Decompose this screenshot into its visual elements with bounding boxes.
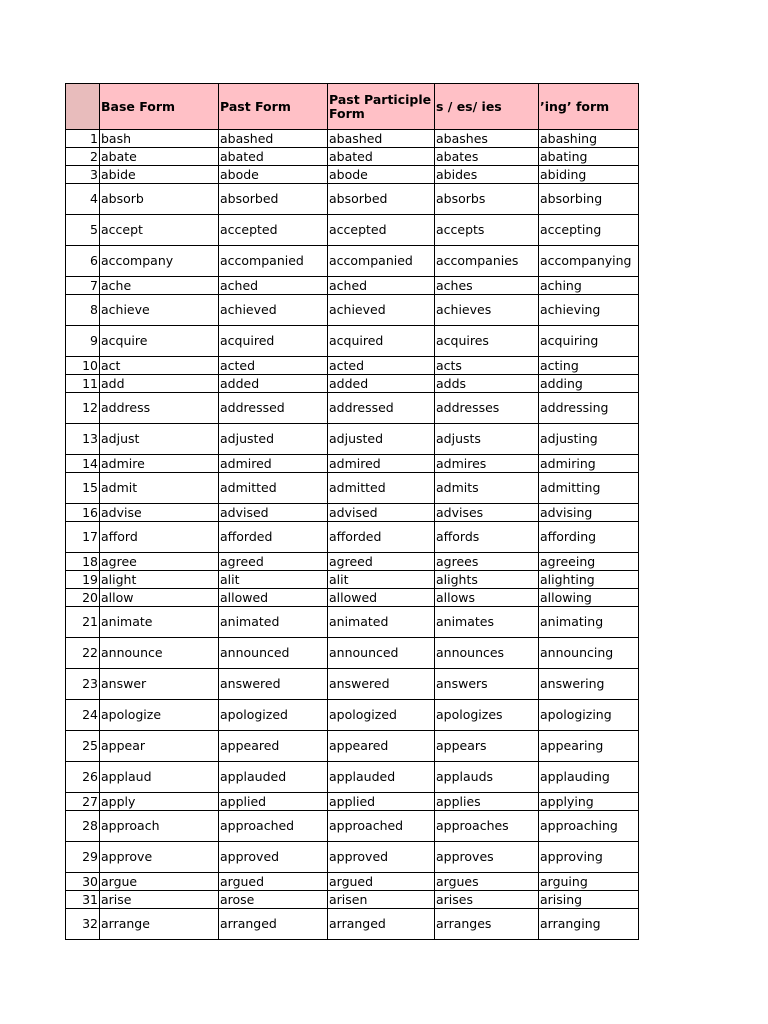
base-form-cell: alight [100, 571, 219, 589]
past-form-cell: added [219, 375, 328, 393]
past-participle-form-cell: applied [328, 793, 435, 811]
s-es-ies-form-cell: argues [435, 873, 539, 891]
base-form-cell: applaud [100, 762, 219, 793]
ing-form-cell: answering [539, 669, 639, 700]
past-form-cell: ached [219, 277, 328, 295]
row-number-cell: 11 [66, 375, 100, 393]
base-form-cell: achieve [100, 295, 219, 326]
base-form-cell: accompany [100, 246, 219, 277]
s-es-ies-form-cell: arises [435, 891, 539, 909]
past-participle-form-cell: adjusted [328, 424, 435, 455]
ing-form-cell: announcing [539, 638, 639, 669]
table-row [66, 842, 639, 873]
row-number-cell: 14 [66, 455, 100, 473]
row-number-cell: 1 [66, 130, 100, 148]
ing-form-cell: abating [539, 148, 639, 166]
base-form-cell: ache [100, 277, 219, 295]
row-number-cell: 21 [66, 607, 100, 638]
ing-form-cell: addressing [539, 393, 639, 424]
ing-form-cell: approving [539, 842, 639, 873]
s-es-ies-form-cell: agrees [435, 553, 539, 571]
table-row [66, 424, 639, 455]
row-number-cell: 27 [66, 793, 100, 811]
past-participle-form-cell: applauded [328, 762, 435, 793]
ing-form-cell: abashing [539, 130, 639, 148]
base-form-cell: adjust [100, 424, 219, 455]
table-row [66, 669, 639, 700]
ing-form-cell: advising [539, 504, 639, 522]
s-es-ies-form-cell: absorbs [435, 184, 539, 215]
past-participle-form-cell: accompanied [328, 246, 435, 277]
past-form-cell: apologized [219, 700, 328, 731]
past-form-cell: afforded [219, 522, 328, 553]
table-row [66, 762, 639, 793]
ing-form-cell: acting [539, 357, 639, 375]
row-number-cell: 10 [66, 357, 100, 375]
past-participle-form-cell: abated [328, 148, 435, 166]
past-form-cell: allowed [219, 589, 328, 607]
ing-form-cell: animating [539, 607, 639, 638]
base-form-cell: approach [100, 811, 219, 842]
ing-form-cell: alighting [539, 571, 639, 589]
header-ing-form: ’ing’ form [539, 84, 639, 130]
past-form-cell: admitted [219, 473, 328, 504]
table-row [66, 589, 639, 607]
past-form-cell: accepted [219, 215, 328, 246]
table-row [66, 700, 639, 731]
ing-form-cell: accompanying [539, 246, 639, 277]
past-form-cell: achieved [219, 295, 328, 326]
table-row [66, 215, 639, 246]
table-row [66, 607, 639, 638]
s-es-ies-form-cell: announces [435, 638, 539, 669]
past-form-cell: absorbed [219, 184, 328, 215]
row-number-cell: 18 [66, 553, 100, 571]
past-form-cell: advised [219, 504, 328, 522]
row-number-cell: 20 [66, 589, 100, 607]
base-form-cell: abate [100, 148, 219, 166]
s-es-ies-form-cell: adjusts [435, 424, 539, 455]
table-row [66, 455, 639, 473]
ing-form-cell: appearing [539, 731, 639, 762]
base-form-cell: animate [100, 607, 219, 638]
s-es-ies-form-cell: admits [435, 473, 539, 504]
s-es-ies-form-cell: approves [435, 842, 539, 873]
ing-form-cell: adding [539, 375, 639, 393]
s-es-ies-form-cell: acts [435, 357, 539, 375]
s-es-ies-form-cell: achieves [435, 295, 539, 326]
base-form-cell: act [100, 357, 219, 375]
s-es-ies-form-cell: applauds [435, 762, 539, 793]
past-participle-form-cell: appeared [328, 731, 435, 762]
base-form-cell: allow [100, 589, 219, 607]
s-es-ies-form-cell: allows [435, 589, 539, 607]
past-participle-form-cell: arisen [328, 891, 435, 909]
row-number-cell: 23 [66, 669, 100, 700]
past-participle-form-cell: admired [328, 455, 435, 473]
base-form-cell: appear [100, 731, 219, 762]
past-participle-form-cell: accepted [328, 215, 435, 246]
s-es-ies-form-cell: addresses [435, 393, 539, 424]
table-row [66, 166, 639, 184]
table-row [66, 873, 639, 891]
s-es-ies-form-cell: adds [435, 375, 539, 393]
base-form-cell: admit [100, 473, 219, 504]
row-number-cell: 13 [66, 424, 100, 455]
base-form-cell: announce [100, 638, 219, 669]
base-form-cell: answer [100, 669, 219, 700]
base-form-cell: agree [100, 553, 219, 571]
base-form-cell: arrange [100, 909, 219, 940]
past-participle-form-cell: animated [328, 607, 435, 638]
base-form-cell: apologize [100, 700, 219, 731]
past-form-cell: abashed [219, 130, 328, 148]
ing-form-cell: arranging [539, 909, 639, 940]
table-row [66, 504, 639, 522]
past-participle-form-cell: apologized [328, 700, 435, 731]
s-es-ies-form-cell: alights [435, 571, 539, 589]
ing-form-cell: allowing [539, 589, 639, 607]
s-es-ies-form-cell: abates [435, 148, 539, 166]
past-participle-form-cell: alit [328, 571, 435, 589]
past-form-cell: abated [219, 148, 328, 166]
ing-form-cell: admiring [539, 455, 639, 473]
past-form-cell: applied [219, 793, 328, 811]
past-form-cell: adjusted [219, 424, 328, 455]
past-form-cell: answered [219, 669, 328, 700]
row-number-cell: 15 [66, 473, 100, 504]
base-form-cell: advise [100, 504, 219, 522]
s-es-ies-form-cell: affords [435, 522, 539, 553]
table-row [66, 553, 639, 571]
ing-form-cell: acquiring [539, 326, 639, 357]
ing-form-cell: achieving [539, 295, 639, 326]
s-es-ies-form-cell: animates [435, 607, 539, 638]
past-participle-form-cell: approved [328, 842, 435, 873]
base-form-cell: add [100, 375, 219, 393]
past-form-cell: alit [219, 571, 328, 589]
past-participle-form-cell: ached [328, 277, 435, 295]
table-row [66, 277, 639, 295]
past-participle-form-cell: approached [328, 811, 435, 842]
row-number-cell: 5 [66, 215, 100, 246]
header-past-participle-form: Past Participle Form [328, 84, 435, 130]
past-participle-form-cell: afforded [328, 522, 435, 553]
past-form-cell: arose [219, 891, 328, 909]
ing-form-cell: aching [539, 277, 639, 295]
s-es-ies-form-cell: abides [435, 166, 539, 184]
row-number-cell: 30 [66, 873, 100, 891]
past-participle-form-cell: abashed [328, 130, 435, 148]
s-es-ies-form-cell: applies [435, 793, 539, 811]
table-row [66, 473, 639, 504]
header-s-es-ies: s / es/ ies [435, 84, 539, 130]
row-number-cell: 7 [66, 277, 100, 295]
past-participle-form-cell: agreed [328, 553, 435, 571]
past-participle-form-cell: addressed [328, 393, 435, 424]
s-es-ies-form-cell: admires [435, 455, 539, 473]
table-row [66, 130, 639, 148]
past-form-cell: arranged [219, 909, 328, 940]
verb-forms-table [65, 83, 639, 940]
row-number-cell: 12 [66, 393, 100, 424]
table-row [66, 184, 639, 215]
past-participle-form-cell: acted [328, 357, 435, 375]
table-row [66, 393, 639, 424]
ing-form-cell: applauding [539, 762, 639, 793]
table-row [66, 326, 639, 357]
ing-form-cell: admitting [539, 473, 639, 504]
ing-form-cell: accepting [539, 215, 639, 246]
row-number-cell: 24 [66, 700, 100, 731]
past-form-cell: agreed [219, 553, 328, 571]
table-row [66, 638, 639, 669]
row-number-cell: 22 [66, 638, 100, 669]
ing-form-cell: arguing [539, 873, 639, 891]
s-es-ies-form-cell: approaches [435, 811, 539, 842]
past-form-cell: approved [219, 842, 328, 873]
past-form-cell: addressed [219, 393, 328, 424]
past-form-cell: approached [219, 811, 328, 842]
base-form-cell: absorb [100, 184, 219, 215]
s-es-ies-form-cell: arranges [435, 909, 539, 940]
ing-form-cell: applying [539, 793, 639, 811]
row-number-cell: 31 [66, 891, 100, 909]
table-row [66, 811, 639, 842]
past-form-cell: acted [219, 357, 328, 375]
s-es-ies-form-cell: accepts [435, 215, 539, 246]
past-form-cell: announced [219, 638, 328, 669]
s-es-ies-form-cell: aches [435, 277, 539, 295]
base-form-cell: approve [100, 842, 219, 873]
base-form-cell: accept [100, 215, 219, 246]
past-participle-form-cell: absorbed [328, 184, 435, 215]
row-number-cell: 3 [66, 166, 100, 184]
s-es-ies-form-cell: answers [435, 669, 539, 700]
past-participle-form-cell: added [328, 375, 435, 393]
past-form-cell: accompanied [219, 246, 328, 277]
past-participle-form-cell: arranged [328, 909, 435, 940]
table-row [66, 909, 639, 940]
past-participle-form-cell: abode [328, 166, 435, 184]
base-form-cell: bash [100, 130, 219, 148]
ing-form-cell: abiding [539, 166, 639, 184]
base-form-cell: arise [100, 891, 219, 909]
header-row [66, 84, 639, 130]
base-form-cell: admire [100, 455, 219, 473]
s-es-ies-form-cell: acquires [435, 326, 539, 357]
past-participle-form-cell: allowed [328, 589, 435, 607]
row-number-cell: 16 [66, 504, 100, 522]
header-base-form: Base Form [100, 84, 219, 130]
row-number-header [66, 84, 100, 130]
row-number-cell: 19 [66, 571, 100, 589]
row-number-cell: 17 [66, 522, 100, 553]
row-number-cell: 8 [66, 295, 100, 326]
past-form-cell: acquired [219, 326, 328, 357]
row-number-cell: 2 [66, 148, 100, 166]
ing-form-cell: approaching [539, 811, 639, 842]
past-participle-form-cell: acquired [328, 326, 435, 357]
past-participle-form-cell: announced [328, 638, 435, 669]
past-form-cell: abode [219, 166, 328, 184]
row-number-cell: 28 [66, 811, 100, 842]
s-es-ies-form-cell: abashes [435, 130, 539, 148]
table-row [66, 148, 639, 166]
base-form-cell: apply [100, 793, 219, 811]
past-participle-form-cell: admitted [328, 473, 435, 504]
table-row [66, 571, 639, 589]
ing-form-cell: apologizing [539, 700, 639, 731]
s-es-ies-form-cell: advises [435, 504, 539, 522]
table-row [66, 295, 639, 326]
ing-form-cell: arising [539, 891, 639, 909]
row-number-cell: 9 [66, 326, 100, 357]
row-number-cell: 29 [66, 842, 100, 873]
ing-form-cell: affording [539, 522, 639, 553]
row-number-cell: 32 [66, 909, 100, 940]
base-form-cell: argue [100, 873, 219, 891]
ing-form-cell: agreeing [539, 553, 639, 571]
row-number-cell: 26 [66, 762, 100, 793]
past-participle-form-cell: argued [328, 873, 435, 891]
ing-form-cell: absorbing [539, 184, 639, 215]
past-form-cell: admired [219, 455, 328, 473]
s-es-ies-form-cell: accompanies [435, 246, 539, 277]
table-row [66, 375, 639, 393]
base-form-cell: afford [100, 522, 219, 553]
base-form-cell: address [100, 393, 219, 424]
base-form-cell: abide [100, 166, 219, 184]
table-row [66, 522, 639, 553]
past-form-cell: argued [219, 873, 328, 891]
past-form-cell: animated [219, 607, 328, 638]
ing-form-cell: adjusting [539, 424, 639, 455]
past-form-cell: appeared [219, 731, 328, 762]
row-number-cell: 25 [66, 731, 100, 762]
table-row [66, 357, 639, 375]
header-past-form: Past Form [219, 84, 328, 130]
s-es-ies-form-cell: apologizes [435, 700, 539, 731]
s-es-ies-form-cell: appears [435, 731, 539, 762]
past-participle-form-cell: advised [328, 504, 435, 522]
past-participle-form-cell: achieved [328, 295, 435, 326]
row-number-cell: 6 [66, 246, 100, 277]
row-number-cell: 4 [66, 184, 100, 215]
past-form-cell: applauded [219, 762, 328, 793]
table-row [66, 891, 639, 909]
table-row [66, 793, 639, 811]
past-participle-form-cell: answered [328, 669, 435, 700]
table-row [66, 246, 639, 277]
table-row [66, 731, 639, 762]
base-form-cell: acquire [100, 326, 219, 357]
